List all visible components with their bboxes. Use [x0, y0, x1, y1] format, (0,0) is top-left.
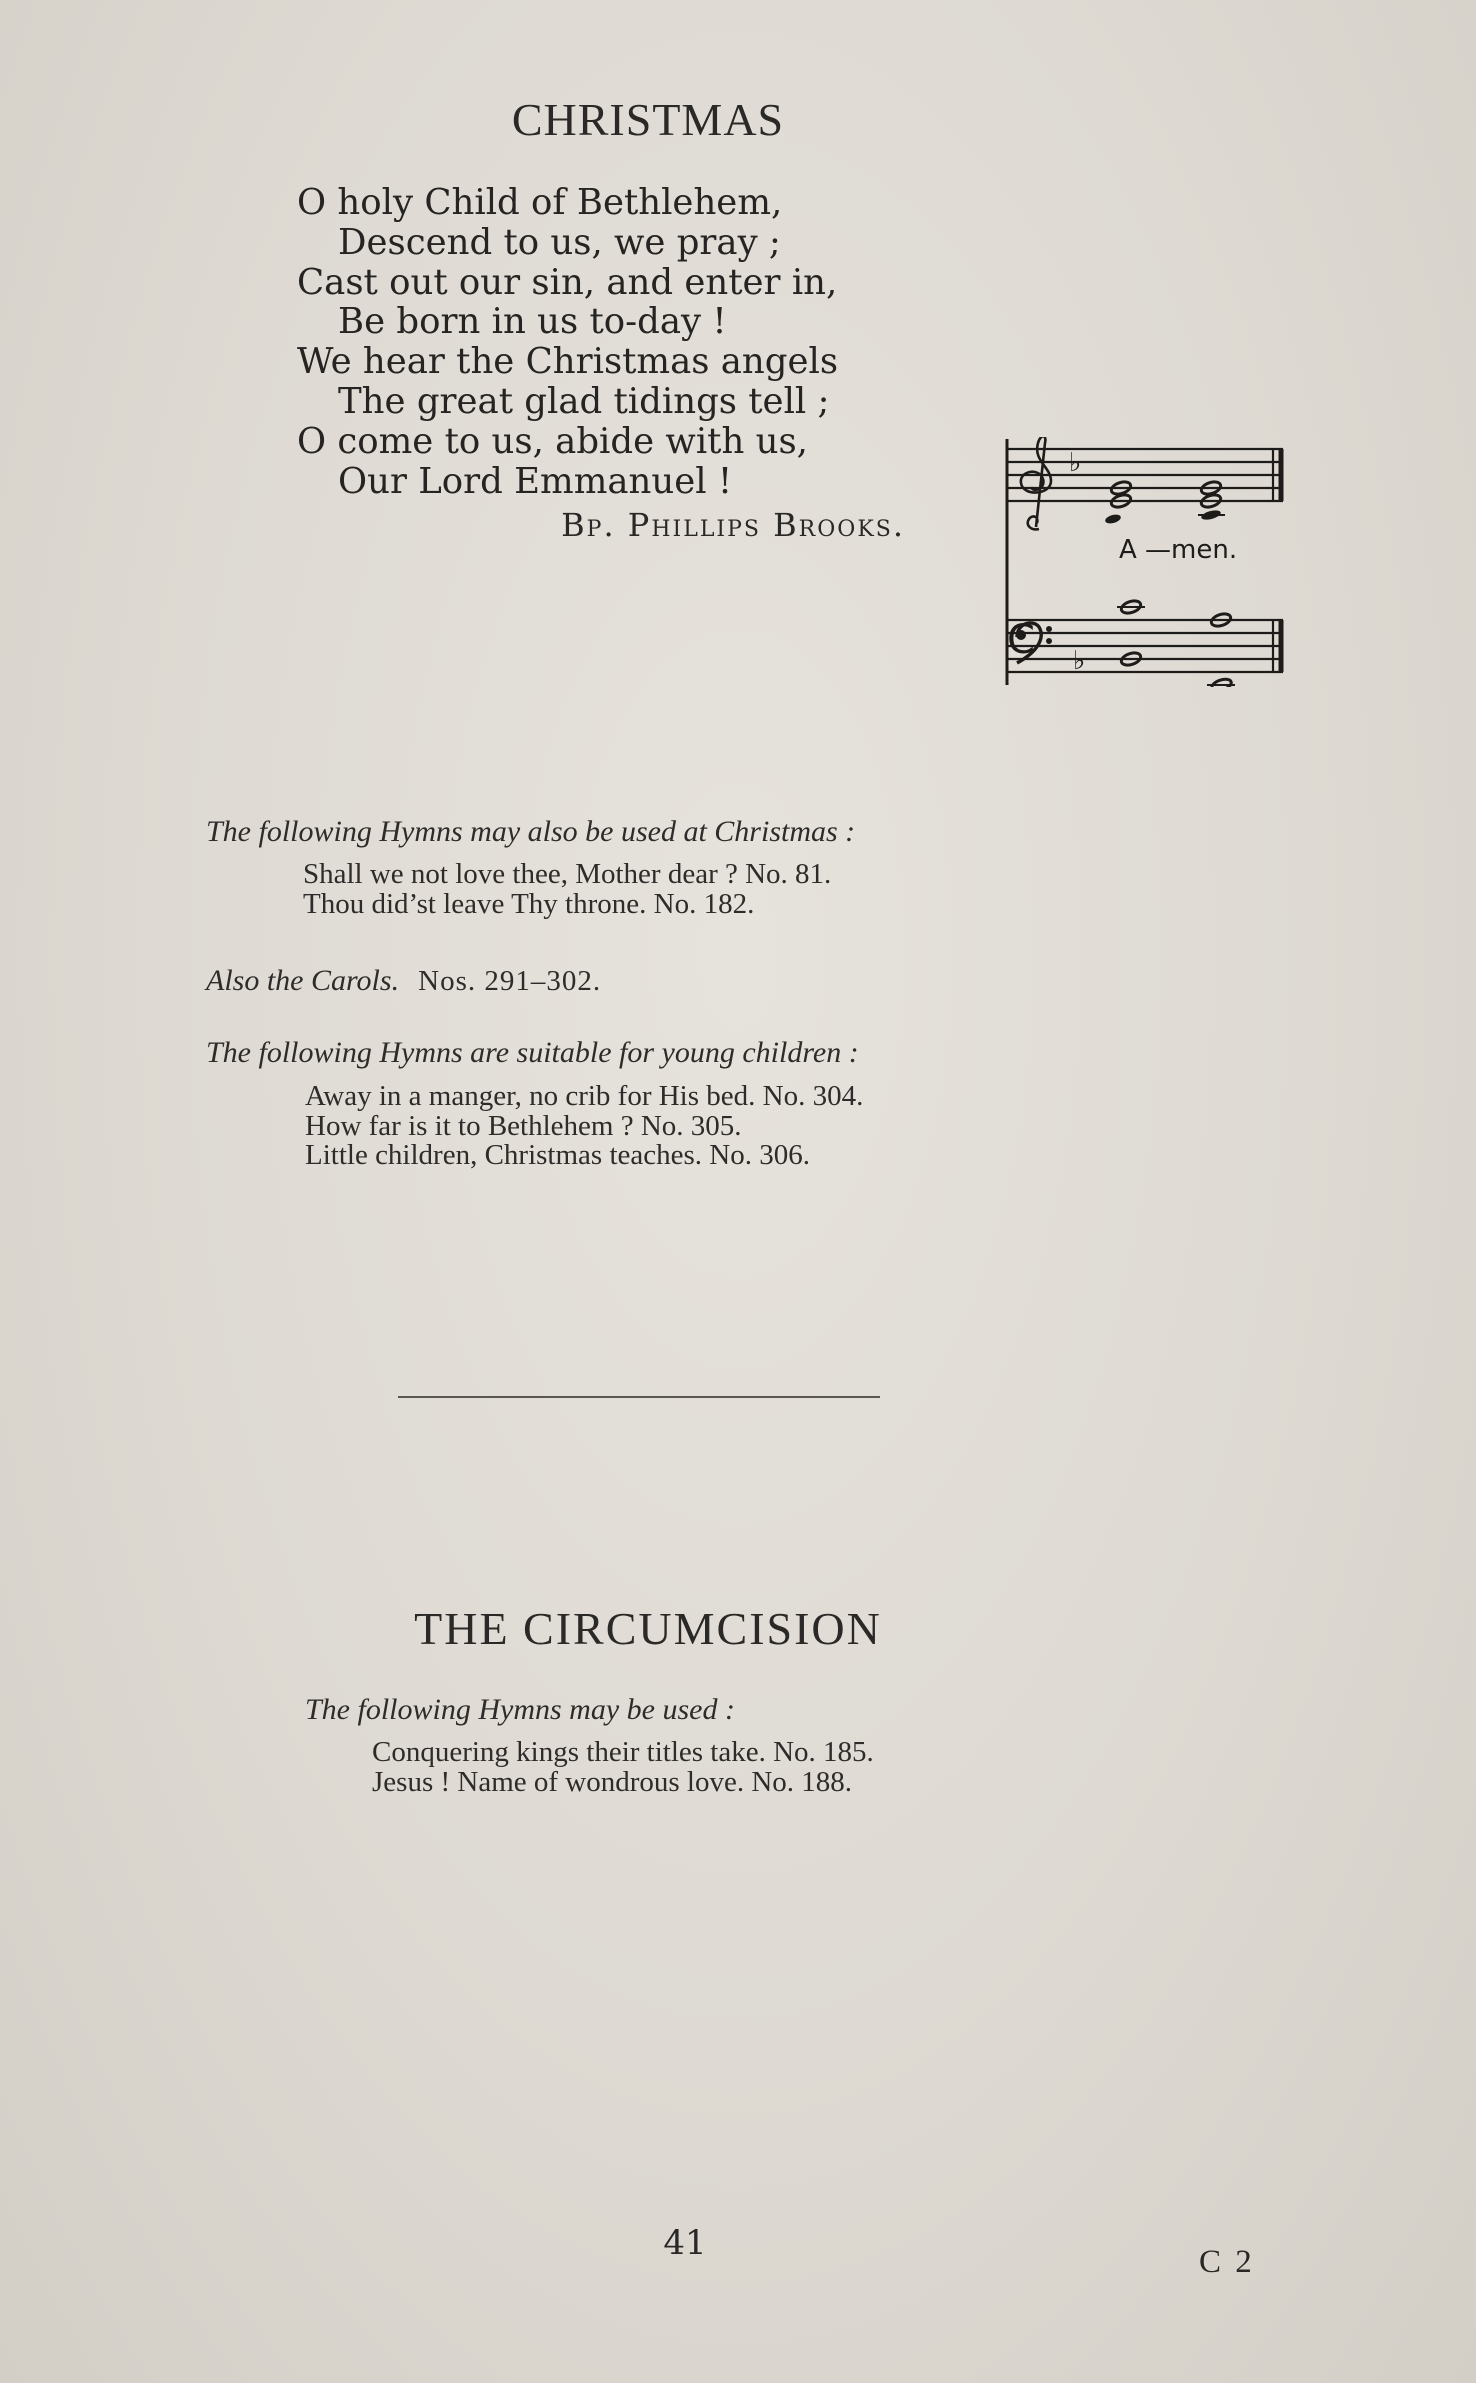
christmas-verse	[297, 183, 838, 501]
carols-label: Also the Carols.	[206, 964, 400, 997]
list-item: How far is it to Bethlehem ? No. 305.	[305, 1109, 742, 1142]
carols-numbers: Nos. 291–302.	[418, 965, 602, 997]
list-item: Conquering kings their titles take. No. 185.	[372, 1736, 874, 1768]
verse-line: We hear the Christmas angels	[297, 341, 839, 383]
list-item: Little children, Christmas teaches. No. 306.	[305, 1139, 810, 1171]
list-item: Away in a manger, no crib for His bed. No. 304.	[305, 1080, 864, 1112]
carols-line	[206, 964, 601, 998]
signature-mark: C 2	[1199, 2244, 1255, 2280]
circumcision-heading: The following Hymns may be used :	[305, 1693, 735, 1726]
flat-icon: ♭	[1073, 646, 1086, 676]
list-item: Jesus ! Name of wondrous love. No. 188.	[372, 1765, 853, 1798]
page-number: 41	[663, 2223, 707, 2263]
children-hymns	[305, 1082, 863, 1171]
christmas-also-hymns	[303, 860, 831, 919]
section-divider	[398, 1396, 880, 1398]
verse-line: The great glad tidings tell ;	[338, 380, 830, 422]
flat-icon: ♭	[1069, 448, 1082, 478]
verse-line: Descend to us, we pray ;	[338, 221, 781, 263]
amen-lyric: A —men.	[1119, 535, 1238, 565]
christmas-also-heading: The following Hymns may also be used at Christmas :	[206, 815, 856, 848]
verse-line: O holy Child of Bethlehem,	[297, 182, 783, 223]
amen-music-score	[1003, 437, 1293, 687]
verse-line: O come to us, abide with us,	[297, 420, 808, 462]
circumcision-title: THE CIRCUMCISION	[414, 1603, 882, 1654]
circumcision-hymns	[372, 1738, 874, 1797]
verse-line: Our Lord Emmanuel !	[338, 460, 733, 502]
children-heading: The following Hymns are suitable for young children :	[206, 1036, 859, 1069]
list-item: Thou did’st leave Thy throne. No. 182.	[303, 887, 755, 920]
svg-text:C: C	[1007, 617, 1035, 663]
bass-clef-icon	[1007, 617, 1052, 663]
verse-line: Be born in us to-day !	[338, 301, 727, 343]
hymn-author: Bp. Phillips Brooks.	[561, 506, 905, 544]
list-item: Shall we not love thee, Mother dear ? No. 81.	[303, 858, 832, 890]
treble-clef-icon	[1021, 437, 1051, 529]
christmas-title: CHRISTMAS	[511, 94, 785, 145]
verse-line: Cast out our sin, and enter in,	[297, 261, 838, 303]
